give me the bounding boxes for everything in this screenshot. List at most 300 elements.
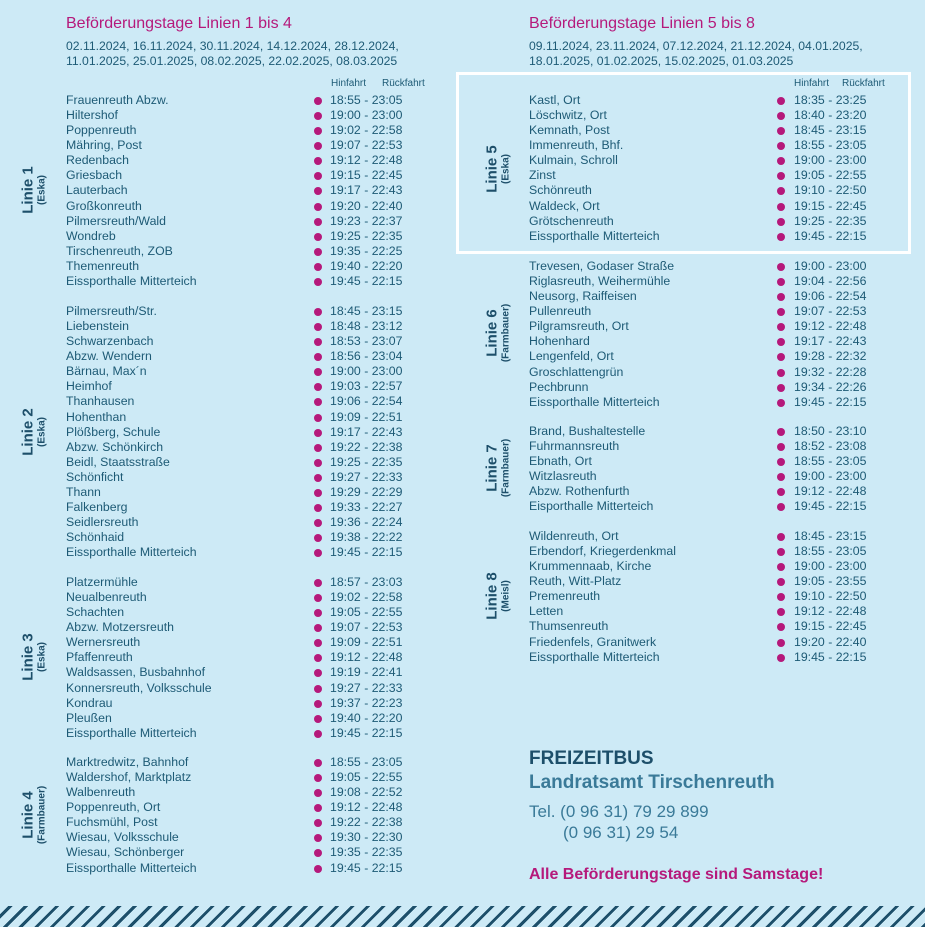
stop-name: Fuchsmühl, Post bbox=[66, 815, 158, 830]
right-dates-line: 09.11.2024, 23.11.2024, 07.12.2024, 21.12.2024, 04.01.2025, bbox=[529, 39, 863, 53]
stop-row bbox=[529, 529, 909, 544]
line-name: Linie 8 bbox=[483, 572, 501, 620]
bullet-dot-icon bbox=[314, 789, 322, 797]
stop-times: 19:12 - 22:48 bbox=[794, 604, 867, 619]
stop-times: 19:10 - 22:50 bbox=[794, 589, 867, 604]
bullet-dot-icon bbox=[777, 323, 785, 331]
stop-name: Liebenstein bbox=[66, 319, 129, 334]
stop-times: 19:45 - 22:15 bbox=[794, 649, 867, 664]
stop-name: Thumsenreuth bbox=[529, 619, 609, 634]
stop-name: Wondreb bbox=[66, 228, 116, 243]
bullet-dot-icon bbox=[777, 353, 785, 361]
stop-name: Erbendorf, Kriegerdenkmal bbox=[529, 544, 676, 559]
stop-times: 19:07 - 22:53 bbox=[330, 138, 403, 153]
stop-name: Groschlattengrün bbox=[529, 364, 624, 379]
stop-times: 19:15 - 22:45 bbox=[330, 168, 403, 183]
stop-times: 18:45 - 23:15 bbox=[794, 529, 867, 543]
stop-times: 18:55 - 23:05 bbox=[330, 93, 403, 107]
stop-row bbox=[66, 214, 446, 229]
stop-times: 18:55 - 23:05 bbox=[794, 138, 867, 153]
bullet-dot-icon bbox=[314, 398, 322, 406]
left-section-title: Beförderungstage Linien 1 bis 4 bbox=[66, 15, 292, 32]
stop-name: Friedenfels, Granitwerk bbox=[529, 634, 657, 649]
bullet-dot-icon bbox=[777, 142, 785, 150]
stop-row bbox=[66, 681, 446, 696]
bullet-dot-icon bbox=[314, 157, 322, 165]
stop-times: 19:12 - 22:48 bbox=[330, 650, 403, 665]
bullet-dot-icon bbox=[314, 654, 322, 662]
stop-times: 19:35 - 22:35 bbox=[330, 845, 403, 860]
stop-row bbox=[529, 499, 909, 514]
linie-2-stops bbox=[66, 304, 446, 560]
stop-times: 19:36 - 22:24 bbox=[330, 515, 403, 530]
stop-times: 18:48 - 23:12 bbox=[330, 319, 403, 334]
bullet-dot-icon bbox=[314, 383, 322, 391]
stop-name: Heimhof bbox=[66, 379, 112, 394]
bullet-dot-icon bbox=[314, 218, 322, 226]
stop-row bbox=[66, 620, 446, 635]
bullet-dot-icon bbox=[314, 549, 322, 557]
stop-name: Zinst bbox=[529, 168, 556, 183]
bullet-dot-icon bbox=[314, 338, 322, 346]
stop-name: Themenreuth bbox=[66, 258, 140, 273]
stop-times: 19:34 - 22:26 bbox=[794, 379, 867, 394]
stop-name: Griesbach bbox=[66, 168, 123, 183]
bullet-dot-icon bbox=[777, 503, 785, 511]
left-dates bbox=[66, 39, 399, 69]
bullet-dot-icon bbox=[777, 623, 785, 631]
line-operator: (Eska) bbox=[36, 641, 48, 673]
stop-row bbox=[66, 319, 446, 334]
stop-times: 19:12 - 22:48 bbox=[330, 153, 403, 168]
stop-name: Eissporthalle Mitterteich bbox=[66, 860, 197, 875]
stop-row bbox=[66, 755, 446, 770]
stop-name: Tirschenreuth, ZOB bbox=[66, 243, 173, 258]
stop-row bbox=[529, 334, 909, 349]
bullet-dot-icon bbox=[777, 157, 785, 165]
stop-row bbox=[66, 530, 446, 545]
stop-row bbox=[529, 349, 909, 364]
stop-row bbox=[529, 424, 909, 439]
stop-times: 19:19 - 22:41 bbox=[330, 665, 403, 680]
bullet-dot-icon bbox=[314, 594, 322, 602]
stop-row bbox=[529, 395, 909, 410]
stop-row bbox=[529, 123, 909, 138]
stop-times: 19:00 - 23:00 bbox=[794, 469, 867, 484]
telephone-line-1: Tel. (0 96 31) 79 29 899 bbox=[529, 802, 709, 821]
stop-name: Thanhausen bbox=[66, 394, 135, 409]
stop-name: Marktredwitz, Bahnhof bbox=[66, 755, 189, 769]
bullet-dot-icon bbox=[314, 685, 322, 693]
bullet-dot-icon bbox=[777, 654, 785, 662]
stop-row bbox=[529, 604, 909, 619]
bullet-dot-icon bbox=[314, 323, 322, 331]
landratsamt-subtitle: Landratsamt Tirschenreuth bbox=[529, 772, 775, 793]
stop-row bbox=[529, 229, 909, 244]
stop-times: 19:07 - 22:53 bbox=[794, 304, 867, 319]
stop-times: 19:12 - 22:48 bbox=[794, 319, 867, 334]
stop-row bbox=[66, 726, 446, 741]
stop-times: 18:40 - 23:20 bbox=[794, 108, 867, 123]
linie-1-stops bbox=[66, 93, 446, 289]
stop-name: Pilmersreuth/Wald bbox=[66, 213, 166, 228]
stop-name: Eissporthalle Mitterteich bbox=[529, 228, 660, 243]
stop-name: Wiesau, Volksschule bbox=[66, 830, 179, 845]
bullet-dot-icon bbox=[314, 353, 322, 361]
stop-times: 19:45 - 22:15 bbox=[330, 860, 403, 875]
line-operator: (Meisl) bbox=[500, 580, 512, 612]
stop-times: 19:29 - 22:29 bbox=[330, 484, 403, 499]
right-dates-line: 18.01.2025, 01.02.2025, 15.02.2025, 01.03.2025 bbox=[529, 54, 794, 68]
stop-name: Mähring, Post bbox=[66, 138, 142, 153]
stop-times: 19:05 - 22:55 bbox=[330, 605, 403, 620]
bullet-dot-icon bbox=[314, 669, 322, 677]
stop-times: 19:45 - 22:15 bbox=[330, 725, 403, 740]
stop-name: Kondrau bbox=[66, 695, 113, 710]
right-section-title: Beförderungstage Linien 5 bis 8 bbox=[529, 15, 755, 32]
line-operator: (Eska) bbox=[36, 416, 48, 448]
stop-times: 18:53 - 23:07 bbox=[330, 334, 403, 349]
stop-row bbox=[66, 183, 446, 198]
stop-name: Hohenhard bbox=[529, 334, 590, 349]
stop-times: 18:57 - 23:03 bbox=[330, 575, 403, 589]
bullet-dot-icon bbox=[314, 759, 322, 767]
stop-row bbox=[66, 770, 446, 785]
bullet-dot-icon bbox=[777, 443, 785, 451]
bullet-dot-icon bbox=[777, 127, 785, 135]
stop-row bbox=[529, 259, 909, 274]
stop-times: 19:05 - 22:55 bbox=[794, 168, 867, 183]
stop-name: Platzermühle bbox=[66, 575, 138, 589]
stop-row bbox=[66, 379, 446, 394]
stop-name: Plößberg, Schule bbox=[66, 424, 161, 439]
right-dates bbox=[529, 39, 863, 69]
bullet-dot-icon bbox=[314, 263, 322, 271]
stop-row bbox=[66, 515, 446, 530]
bullet-dot-icon bbox=[314, 233, 322, 241]
stop-row bbox=[66, 229, 446, 244]
stop-row bbox=[529, 108, 909, 123]
stop-times: 19:45 - 22:15 bbox=[794, 499, 867, 514]
stop-name: Schwarzenbach bbox=[66, 334, 154, 349]
bullet-dot-icon bbox=[314, 172, 322, 180]
stop-name: Premenreuth bbox=[529, 589, 601, 604]
freizeitbus-title: FREIZEITBUS bbox=[529, 748, 654, 769]
stop-row bbox=[66, 425, 446, 440]
bullet-dot-icon bbox=[777, 533, 785, 541]
stop-name: Eisporthalle Mitterteich bbox=[529, 499, 654, 514]
stop-row bbox=[66, 696, 446, 711]
stop-name: Witzlasreuth bbox=[529, 469, 597, 484]
stop-times: 18:45 - 23:15 bbox=[330, 304, 403, 318]
stop-row bbox=[529, 93, 909, 108]
stop-name: Kemnath, Post bbox=[529, 123, 610, 138]
stop-row bbox=[529, 619, 909, 634]
stop-row bbox=[66, 244, 446, 259]
stop-name: Lauterbach bbox=[66, 183, 128, 198]
line-operator: (Farmbauer) bbox=[500, 438, 512, 498]
bullet-dot-icon bbox=[314, 459, 322, 467]
stop-name: Falkenberg bbox=[66, 500, 128, 515]
stop-row bbox=[66, 153, 446, 168]
bullet-dot-icon bbox=[314, 368, 322, 376]
stop-times: 19:23 - 22:37 bbox=[330, 213, 403, 228]
left-dates-line: 02.11.2024, 16.11.2024, 30.11.2024, 14.12.2024, 28.12.2024, bbox=[66, 39, 399, 53]
stop-row bbox=[66, 455, 446, 470]
stop-times: 18:56 - 23:04 bbox=[330, 349, 403, 364]
stop-times: 19:00 - 23:00 bbox=[330, 108, 403, 123]
bullet-dot-icon bbox=[314, 700, 322, 708]
telephone-line-2: (0 96 31) 29 54 bbox=[563, 823, 679, 842]
bullet-dot-icon bbox=[777, 97, 785, 105]
bullet-dot-icon bbox=[777, 488, 785, 496]
bullet-dot-icon bbox=[777, 639, 785, 647]
stop-name: Beidl, Staatsstraße bbox=[66, 454, 170, 469]
stop-row bbox=[529, 304, 909, 319]
stop-row bbox=[529, 574, 909, 589]
stop-row bbox=[66, 410, 446, 425]
stop-name: Kastl, Ort bbox=[529, 93, 581, 107]
stop-times: 19:17 - 22:43 bbox=[794, 334, 867, 349]
linie-6-stops bbox=[529, 259, 909, 410]
stop-times: 19:03 - 22:57 bbox=[330, 379, 403, 394]
stop-times: 19:02 - 22:58 bbox=[330, 590, 403, 605]
stop-name: Eissporthalle Mitterteich bbox=[66, 725, 197, 740]
bullet-dot-icon bbox=[314, 534, 322, 542]
bullet-dot-icon bbox=[314, 429, 322, 437]
left-dates-line: 11.01.2025, 25.01.2025, 08.02.2025, 22.02.2025, 08.03.2025 bbox=[66, 54, 398, 68]
bullet-dot-icon bbox=[314, 849, 322, 857]
stop-name: Wildenreuth, Ort bbox=[529, 529, 619, 543]
stop-times: 18:45 - 23:15 bbox=[794, 123, 867, 138]
stop-name: Pfaffenreuth bbox=[66, 650, 133, 665]
left-header-hinfahrt: Hinfahrt bbox=[331, 78, 367, 89]
stop-times: 19:07 - 22:53 bbox=[330, 620, 403, 635]
line-operator: (Eska) bbox=[500, 153, 512, 185]
bullet-dot-icon bbox=[777, 548, 785, 556]
stop-row bbox=[529, 319, 909, 334]
stop-times: 19:20 - 22:40 bbox=[330, 198, 403, 213]
bullet-dot-icon bbox=[777, 473, 785, 481]
stop-times: 19:08 - 22:52 bbox=[330, 785, 403, 800]
stop-name: Grötschenreuth bbox=[529, 213, 614, 228]
stop-row bbox=[529, 168, 909, 183]
stop-name: Pilgramsreuth, Ort bbox=[529, 319, 629, 334]
stop-times: 18:35 - 23:25 bbox=[794, 93, 867, 107]
stop-row bbox=[66, 845, 446, 860]
bullet-dot-icon bbox=[314, 142, 322, 150]
bullet-dot-icon bbox=[777, 369, 785, 377]
stop-times: 19:09 - 22:51 bbox=[330, 409, 403, 424]
bullet-dot-icon bbox=[314, 187, 322, 195]
stop-times: 19:20 - 22:40 bbox=[794, 634, 867, 649]
bullet-dot-icon bbox=[314, 444, 322, 452]
stop-times: 19:15 - 22:45 bbox=[794, 619, 867, 634]
bullet-dot-icon bbox=[314, 834, 322, 842]
stop-name: Immenreuth, Bhf. bbox=[529, 138, 624, 153]
bullet-dot-icon bbox=[777, 278, 785, 286]
stop-times: 19:10 - 22:50 bbox=[794, 183, 867, 198]
right-header-rueckfahrt: Rückfahrt bbox=[842, 78, 885, 89]
stop-times: 19:15 - 22:45 bbox=[794, 198, 867, 213]
stop-row bbox=[66, 334, 446, 349]
stop-row bbox=[529, 214, 909, 229]
bullet-dot-icon bbox=[314, 97, 322, 105]
stop-row bbox=[66, 545, 446, 560]
stop-times: 19:27 - 22:33 bbox=[330, 680, 403, 695]
bullet-dot-icon bbox=[777, 233, 785, 241]
stop-name: Lengenfeld, Ort bbox=[529, 349, 614, 364]
stop-row bbox=[529, 138, 909, 153]
bullet-dot-icon bbox=[314, 774, 322, 782]
stop-name: Abzw. Schönkirch bbox=[66, 439, 164, 454]
stop-times: 19:45 - 22:15 bbox=[330, 545, 403, 560]
bullet-dot-icon bbox=[777, 578, 785, 586]
bullet-dot-icon bbox=[777, 263, 785, 271]
stop-name: Pleußen bbox=[66, 710, 112, 725]
stop-name: Trevesen, Godaser Straße bbox=[529, 259, 675, 273]
stop-times: 19:25 - 22:35 bbox=[330, 454, 403, 469]
stop-times: 19:00 - 23:00 bbox=[794, 259, 867, 273]
stop-row bbox=[66, 259, 446, 274]
stop-row bbox=[66, 785, 446, 800]
bullet-dot-icon bbox=[314, 248, 322, 256]
stop-name: Wernersreuth bbox=[66, 635, 141, 650]
stop-row bbox=[66, 304, 446, 319]
stop-row bbox=[529, 183, 909, 198]
stop-name: Abzw. Motzersreuth bbox=[66, 620, 174, 635]
bullet-dot-icon bbox=[314, 203, 322, 211]
stop-name: Eissporthalle Mitterteich bbox=[529, 394, 660, 409]
bullet-dot-icon bbox=[777, 399, 785, 407]
stop-row bbox=[529, 153, 909, 168]
bullet-dot-icon bbox=[777, 203, 785, 211]
line-name: Linie 3 bbox=[19, 633, 37, 681]
bullet-dot-icon bbox=[777, 112, 785, 120]
left-header-rueckfahrt: Rückfahrt bbox=[382, 78, 425, 89]
stop-name: Bärnau, Max´n bbox=[66, 364, 147, 379]
stop-name: Reuth, Witt-Platz bbox=[529, 574, 622, 589]
stop-times: 19:45 - 22:15 bbox=[330, 273, 403, 288]
bullet-dot-icon bbox=[314, 474, 322, 482]
bullet-dot-icon bbox=[314, 624, 322, 632]
stop-row bbox=[66, 605, 446, 620]
stop-times: 19:28 - 22:32 bbox=[794, 349, 867, 364]
stop-row bbox=[66, 711, 446, 726]
bullet-dot-icon bbox=[314, 414, 322, 422]
stop-name: Löschwitz, Ort bbox=[529, 108, 607, 123]
stop-row bbox=[529, 544, 909, 559]
stop-row bbox=[66, 199, 446, 214]
stop-name: Neualbenreuth bbox=[66, 590, 147, 605]
stop-row bbox=[66, 861, 446, 876]
stop-name: Schönreuth bbox=[529, 183, 592, 198]
stop-name: Neusorg, Raiffeisen bbox=[529, 289, 637, 304]
bullet-dot-icon bbox=[777, 384, 785, 392]
stop-name: Walbenreuth bbox=[66, 785, 136, 800]
stop-times: 19:33 - 22:27 bbox=[330, 500, 403, 515]
bullet-dot-icon bbox=[314, 579, 322, 587]
stop-times: 19:38 - 22:22 bbox=[330, 530, 403, 545]
stop-times: 19:17 - 22:43 bbox=[330, 424, 403, 439]
stop-times: 19:06 - 22:54 bbox=[330, 394, 403, 409]
stop-row bbox=[66, 635, 446, 650]
stop-row bbox=[66, 575, 446, 590]
linie-8-stops bbox=[529, 529, 909, 665]
stop-name: Letten bbox=[529, 604, 564, 619]
stop-name: Waldsassen, Busbahnhof bbox=[66, 665, 205, 680]
stop-name: Pullenreuth bbox=[529, 304, 592, 319]
bullet-dot-icon bbox=[314, 308, 322, 316]
stop-times: 19:02 - 22:58 bbox=[330, 123, 403, 138]
stop-row bbox=[66, 815, 446, 830]
stop-times: 19:25 - 22:35 bbox=[330, 228, 403, 243]
bullet-dot-icon bbox=[314, 127, 322, 135]
bullet-dot-icon bbox=[777, 428, 785, 436]
stop-row bbox=[529, 650, 909, 665]
stop-name: Abzw. Wendern bbox=[66, 349, 152, 364]
stop-times: 18:52 - 23:08 bbox=[794, 439, 867, 454]
stop-row bbox=[66, 650, 446, 665]
saturday-notice: Alle Beförderungstage sind Samstage! bbox=[529, 866, 824, 883]
stop-times: 19:00 - 23:00 bbox=[330, 364, 403, 379]
stop-row bbox=[529, 439, 909, 454]
stop-name: Schönficht bbox=[66, 469, 124, 484]
linie-7-stops bbox=[529, 424, 909, 514]
stop-name: Redenbach bbox=[66, 153, 129, 168]
stop-row bbox=[66, 500, 446, 515]
stop-times: 19:37 - 22:23 bbox=[330, 695, 403, 710]
line-name: Linie 6 bbox=[483, 309, 501, 357]
stop-row bbox=[66, 364, 446, 379]
stop-name: Poppenreuth bbox=[66, 123, 137, 138]
stop-times: 19:04 - 22:56 bbox=[794, 274, 867, 289]
stop-name: Schachten bbox=[66, 605, 125, 620]
stop-row bbox=[529, 635, 909, 650]
stop-name: Hiltershof bbox=[66, 108, 118, 123]
linie-4-stops bbox=[66, 755, 446, 876]
stop-row bbox=[529, 274, 909, 289]
line-operator: (Farmbauer) bbox=[36, 785, 48, 845]
diagonal-stripe-border bbox=[0, 906, 925, 927]
stop-row bbox=[66, 138, 446, 153]
stop-times: 19:17 - 22:43 bbox=[330, 183, 403, 198]
bullet-dot-icon bbox=[777, 593, 785, 601]
stop-row bbox=[529, 365, 909, 380]
bullet-dot-icon bbox=[314, 715, 322, 723]
stop-times: 18:50 - 23:10 bbox=[794, 424, 867, 438]
stop-row bbox=[66, 485, 446, 500]
stop-name: Waldeck, Ort bbox=[529, 198, 600, 213]
line-operator: (Eska) bbox=[36, 174, 48, 206]
stop-times: 19:35 - 22:25 bbox=[330, 243, 403, 258]
bullet-dot-icon bbox=[314, 730, 322, 738]
bullet-dot-icon bbox=[314, 804, 322, 812]
bullet-dot-icon bbox=[777, 218, 785, 226]
bullet-dot-icon bbox=[314, 609, 322, 617]
stop-row bbox=[529, 589, 909, 604]
stop-times: 19:32 - 22:28 bbox=[794, 364, 867, 379]
stop-times: 19:12 - 22:48 bbox=[794, 484, 867, 499]
line-name: Linie 4 bbox=[19, 791, 37, 839]
stop-times: 18:55 - 23:05 bbox=[794, 454, 867, 469]
stop-times: 18:55 - 23:05 bbox=[330, 755, 403, 769]
stop-times: 19:45 - 22:15 bbox=[794, 228, 867, 243]
stop-row bbox=[529, 454, 909, 469]
bullet-dot-icon bbox=[777, 187, 785, 195]
stop-row bbox=[66, 108, 446, 123]
stop-row bbox=[66, 830, 446, 845]
